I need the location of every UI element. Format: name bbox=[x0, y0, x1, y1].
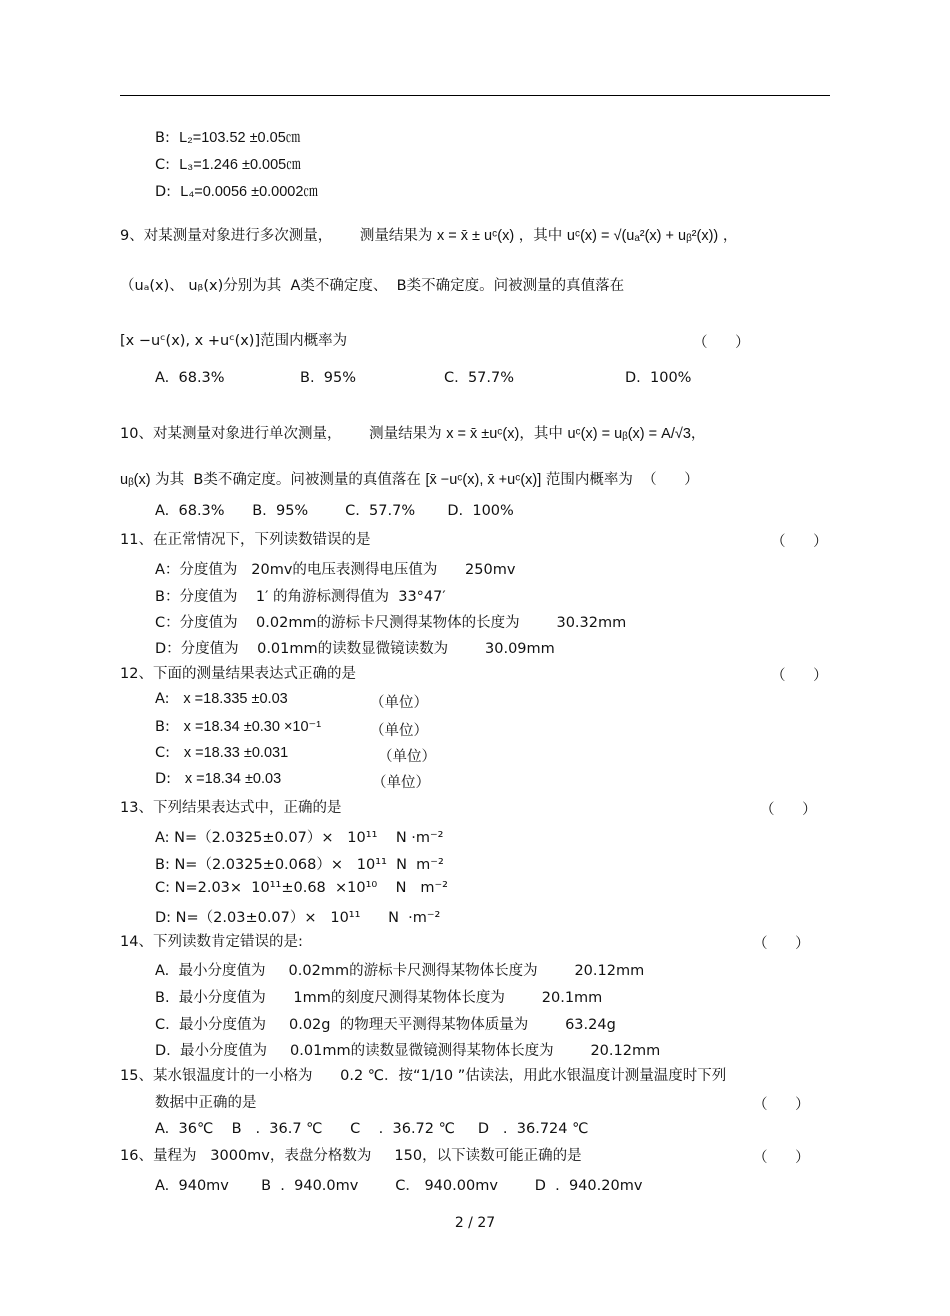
q8-option-b: B: L₂=103.52 ±0.05㎝ bbox=[155, 130, 301, 146]
q13-option-c: C: N=2.03× 10¹¹±0.68 ×10¹⁰ N m⁻² bbox=[155, 880, 448, 896]
q10-formula-result: x = x̄ ±uᶜ(x) bbox=[446, 426, 520, 442]
q13-option-b: B: N=（2.0325±0.068）× 10¹¹ N m⁻² bbox=[155, 857, 444, 873]
q11-option-a: A：分度值为 20mv的电压表测得电压值为 250mv bbox=[155, 562, 516, 578]
q9-option-d: D. 100% bbox=[625, 370, 692, 386]
q13-option-a: A: N=（2.0325±0.07）× 10¹¹ N ·m⁻² bbox=[155, 830, 444, 846]
q15-stem-line1: 15、某水银温度计的一小格为 0.2 ℃．按“1/10 ”估读法，用此水银温度计测量温度时下列 bbox=[120, 1068, 727, 1084]
q14-option-d: D. 最小分度值为 0.01mm的读数显微镜测得某物体长度为 20.12mm bbox=[155, 1043, 661, 1059]
q14-option-c: C. 最小分度值为 0.02g 的物理天平测得某物体质量为 63.24g bbox=[155, 1017, 616, 1033]
page-number: 2 / 27 bbox=[454, 1215, 496, 1231]
q10-formula-uc: uᶜ(x) = uᵦ(x) = A/√3 bbox=[567, 426, 691, 442]
q12-option-c-unit: （单位） bbox=[378, 749, 436, 765]
q9-formula-uc: uᶜ(x) = √(uₐ²(x) + uᵦ²(x)) bbox=[566, 228, 719, 244]
q9-option-b: B. 95% bbox=[300, 370, 357, 386]
q12-option-b: B: x =18.34 ±0.30 ×10⁻¹ bbox=[155, 719, 322, 735]
q9-stem-line2: （uₐ(x)、 uᵦ(x)分别为其 A类不确定度、 B类不确定度。问被测量的真值落在 bbox=[120, 278, 625, 294]
q16-options: A. 940mv B . 940.0mv C． 940.00mv D . 940.20mv bbox=[155, 1178, 643, 1194]
q12-option-c: C: x =18.33 ±0.031 bbox=[155, 745, 289, 761]
q9-option-a: A. 68.3% bbox=[155, 370, 225, 386]
q12-stem: 12、下面的测量结果表达式正确的是 bbox=[120, 666, 356, 682]
q15-stem-line2: 数据中正确的是 bbox=[155, 1095, 257, 1111]
q11-option-d: D：分度值为 0.01mm的读数显微镜读数为 30.09mm bbox=[155, 641, 555, 657]
q9-stem-line3: [x −uᶜ(x), x +uᶜ(x)]范围内概率为 bbox=[120, 333, 348, 349]
q11-option-c: C：分度值为 0.02mm的游标卡尺测得某物体的长度为 30.32mm bbox=[155, 615, 627, 631]
q12-option-d-unit: （单位） bbox=[372, 775, 430, 791]
q12-option-a: A: x =18.335 ±0.03 bbox=[155, 691, 288, 707]
q8-option-c: C: L₃=1.246 ±0.005㎝ bbox=[155, 157, 301, 173]
q9-option-c: C. 57.7% bbox=[444, 370, 515, 386]
q13-stem: 13、下列结果表达式中，正确的是 bbox=[120, 800, 342, 816]
q11-answer-paren: （ ） bbox=[771, 534, 828, 550]
q12-option-a-unit: （单位） bbox=[370, 695, 428, 711]
q13-answer-paren: （ ） bbox=[760, 802, 817, 818]
q16-stem: 16、量程为 3000mv，表盘分格数为 150，以下读数可能正确的是 bbox=[120, 1148, 582, 1164]
q10-stem-line1: 10、对某测量对象进行单次测量， 测量结果为 x = x̄ ±uᶜ(x)，其中 uᶜ(x) = uᵦ(x) = A/√3， bbox=[120, 426, 706, 442]
q9-answer-paren: （ ） bbox=[693, 335, 750, 351]
q14-option-b: B. 最小分度值为 1mm的刻度尺测得某物体长度为 20.1mm bbox=[155, 990, 603, 1006]
header-rule bbox=[120, 95, 830, 96]
q10-formula-interval: [x̄ −uᶜ(x), x̄ +uᶜ(x)] bbox=[425, 472, 542, 488]
q16-answer-paren: （ ） bbox=[753, 1150, 810, 1166]
q13-option-d: D: N=（2.03±0.07）× 10¹¹ N ·m⁻² bbox=[155, 910, 441, 926]
q15-answer-paren: （ ） bbox=[753, 1097, 810, 1113]
q10-options: A. 68.3% B. 95% C. 57.7% D. 100% bbox=[155, 503, 514, 519]
q9-stem-line1: 9、对某测量对象进行多次测量， 测量结果为 x = x̄ ± uᶜ(x) ，其中 uᶜ(x) = √(uₐ²(x) + uᵦ²(x)) ， bbox=[120, 228, 738, 244]
q14-option-a: A. 最小分度值为 0.02mm的游标卡尺测得某物体长度为 20.12mm bbox=[155, 963, 645, 979]
q9-formula-result: x = x̄ ± uᶜ(x) bbox=[437, 228, 515, 244]
q15-options: A. 36℃ B . 36.7 ℃ C . 36.72 ℃ D . 36.724 ℃ bbox=[155, 1121, 589, 1137]
q10-stem-line2: uᵦ(x) 为其 B类不确定度。问被测量的真值落在 [x̄ −uᶜ(x), x̄ +uᶜ(x)] 范围内概率为 （ ） bbox=[120, 472, 699, 488]
q12-option-d: D: x =18.34 ±0.03 bbox=[155, 771, 282, 787]
q14-stem: 14、下列读数肯定错误的是: bbox=[120, 934, 303, 950]
q8-option-d: D: L₄=0.0056 ±0.0002㎝ bbox=[155, 184, 318, 200]
q14-answer-paren: （ ） bbox=[753, 936, 810, 952]
q12-answer-paren: （ ） bbox=[771, 668, 828, 684]
q12-option-b-unit: （单位） bbox=[370, 723, 428, 739]
q11-stem: 11、在正常情况下，下列读数错误的是 bbox=[120, 532, 371, 548]
q11-option-b: B：分度值为 1′ 的角游标测得值为 33°47′ bbox=[155, 589, 446, 605]
